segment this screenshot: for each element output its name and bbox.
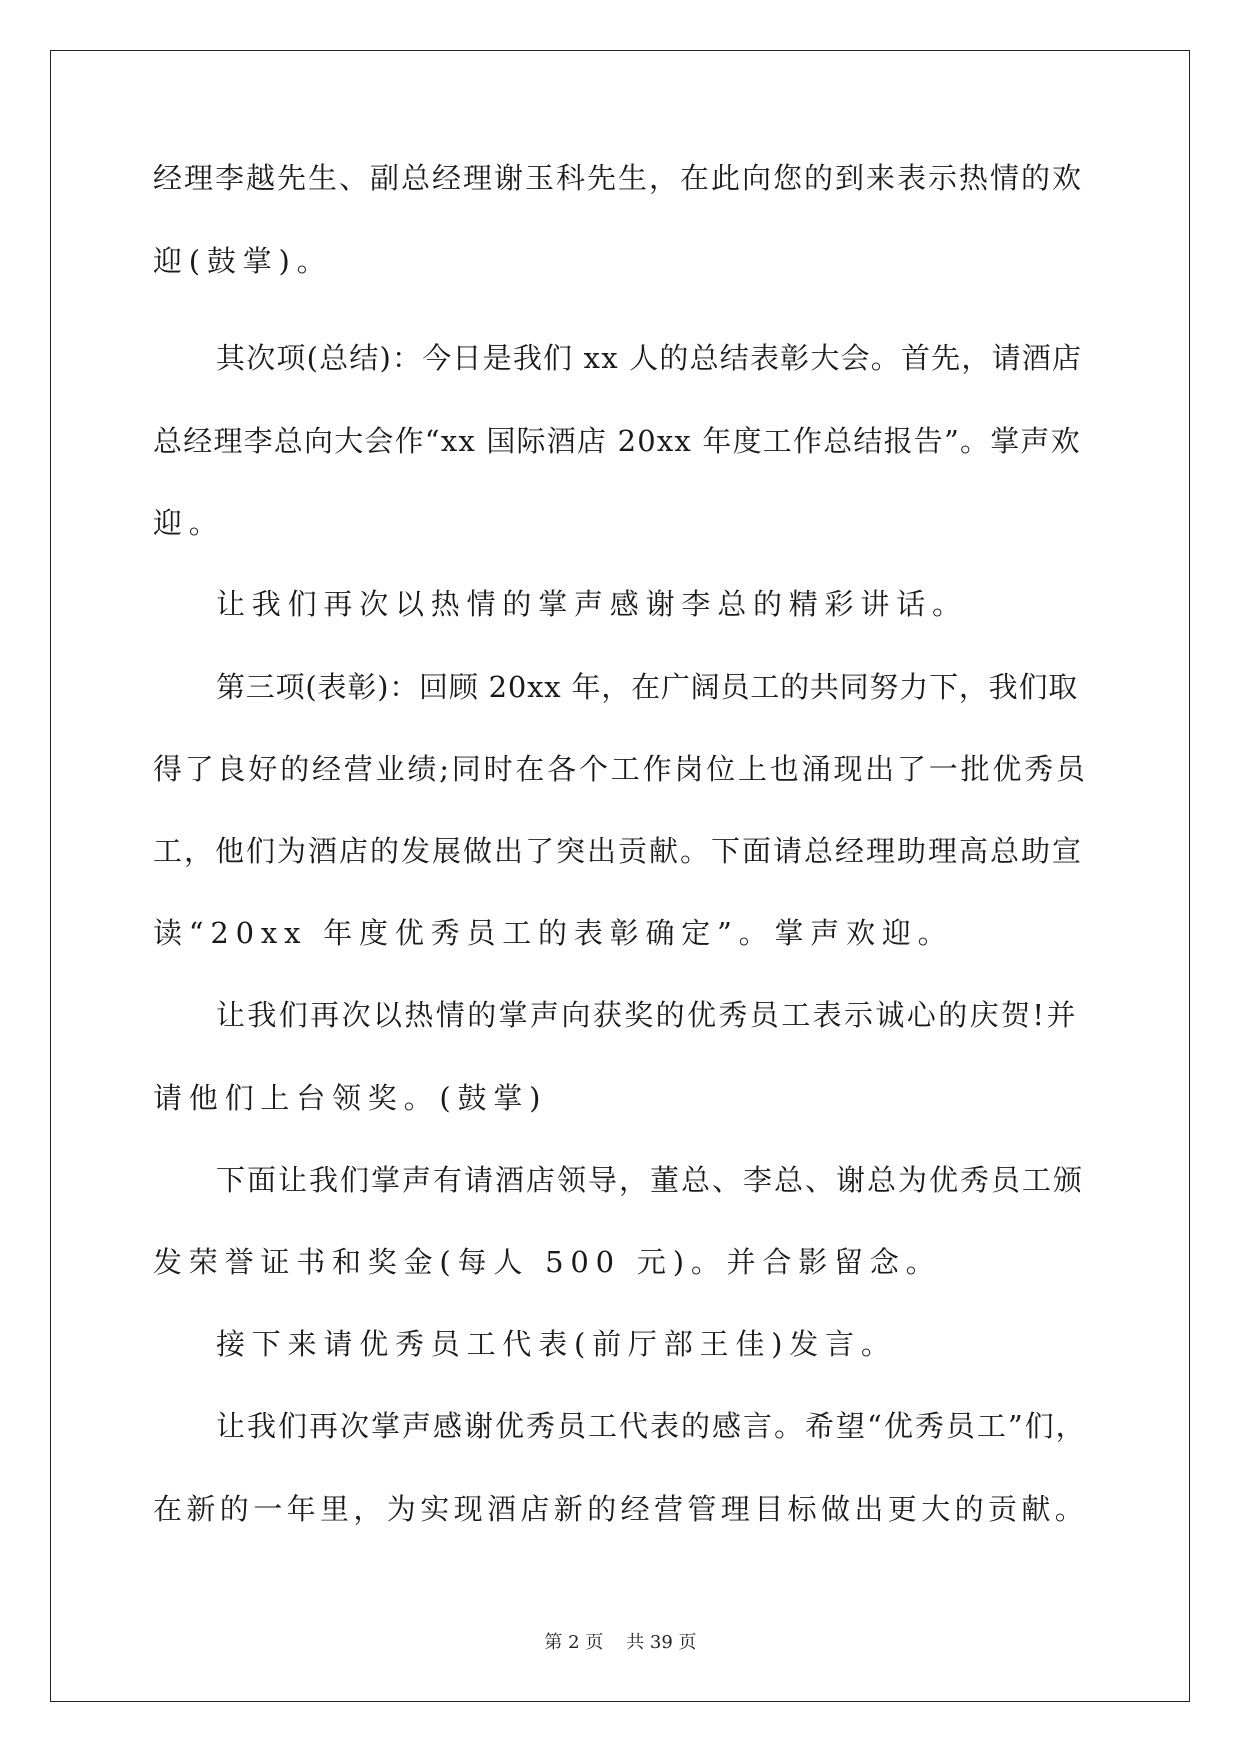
- text-line: 得了良好的经营业绩;同时在各个工作岗位上也涌现出了一批优秀员: [153, 752, 1088, 786]
- text-line: 总经理李总向大会作“xx 国际酒店 20xx 年度工作总结报告”。掌声欢: [153, 424, 1081, 458]
- paragraph-first-line: 让我们再次以热情的掌声感谢李总的精彩讲话。: [216, 587, 968, 621]
- paragraph-first-line: 其次项(总结)：今日是我们 xx 人的总结表彰大会。首先，请酒店: [216, 341, 1083, 375]
- paragraph-first-line: 接下来请优秀员工代表(前厅部王佳)发言。: [216, 1327, 897, 1361]
- page-border: [50, 50, 1190, 1702]
- text-line: 读“20xx 年度优秀员工的表彰确定”。掌声欢迎。: [153, 916, 954, 950]
- text-line: 经理李越先生、副总经理谢玉科先生，在此向您的到来表示热情的欢: [153, 161, 1084, 195]
- paragraph-first-line: 让我们再次掌声感谢优秀员工代表的感言。希望“优秀员工”们，: [216, 1409, 1087, 1443]
- text-line: 发荣誉证书和奖金(每人 500 元)。并合影留念。: [153, 1245, 942, 1279]
- text-line: 请他们上台领奖。(鼓掌): [153, 1081, 548, 1115]
- text-line: 迎(鼓掌)。: [153, 244, 333, 278]
- page-number-footer: 第 2 页 共 39 页: [544, 1632, 697, 1653]
- text-line: 迎。: [153, 506, 225, 540]
- paragraph-first-line: 第三项(表彰)：回顾 20xx 年，在广阔员工的共同努力下，我们取: [216, 670, 1079, 704]
- paragraph-first-line: 下面让我们掌声有请酒店领导，董总、李总、谢总为优秀员工颁: [216, 1163, 1085, 1197]
- text-line: 在新的一年里，为实现酒店新的经营管理目标做出更大的贡献。: [153, 1492, 1089, 1526]
- paragraph-first-line: 让我们再次以热情的掌声向获奖的优秀员工表示诚心的庆贺!并: [216, 998, 1078, 1032]
- text-line: 工，他们为酒店的发展做出了突出贡献。下面请总经理助理高总助宣: [153, 834, 1084, 868]
